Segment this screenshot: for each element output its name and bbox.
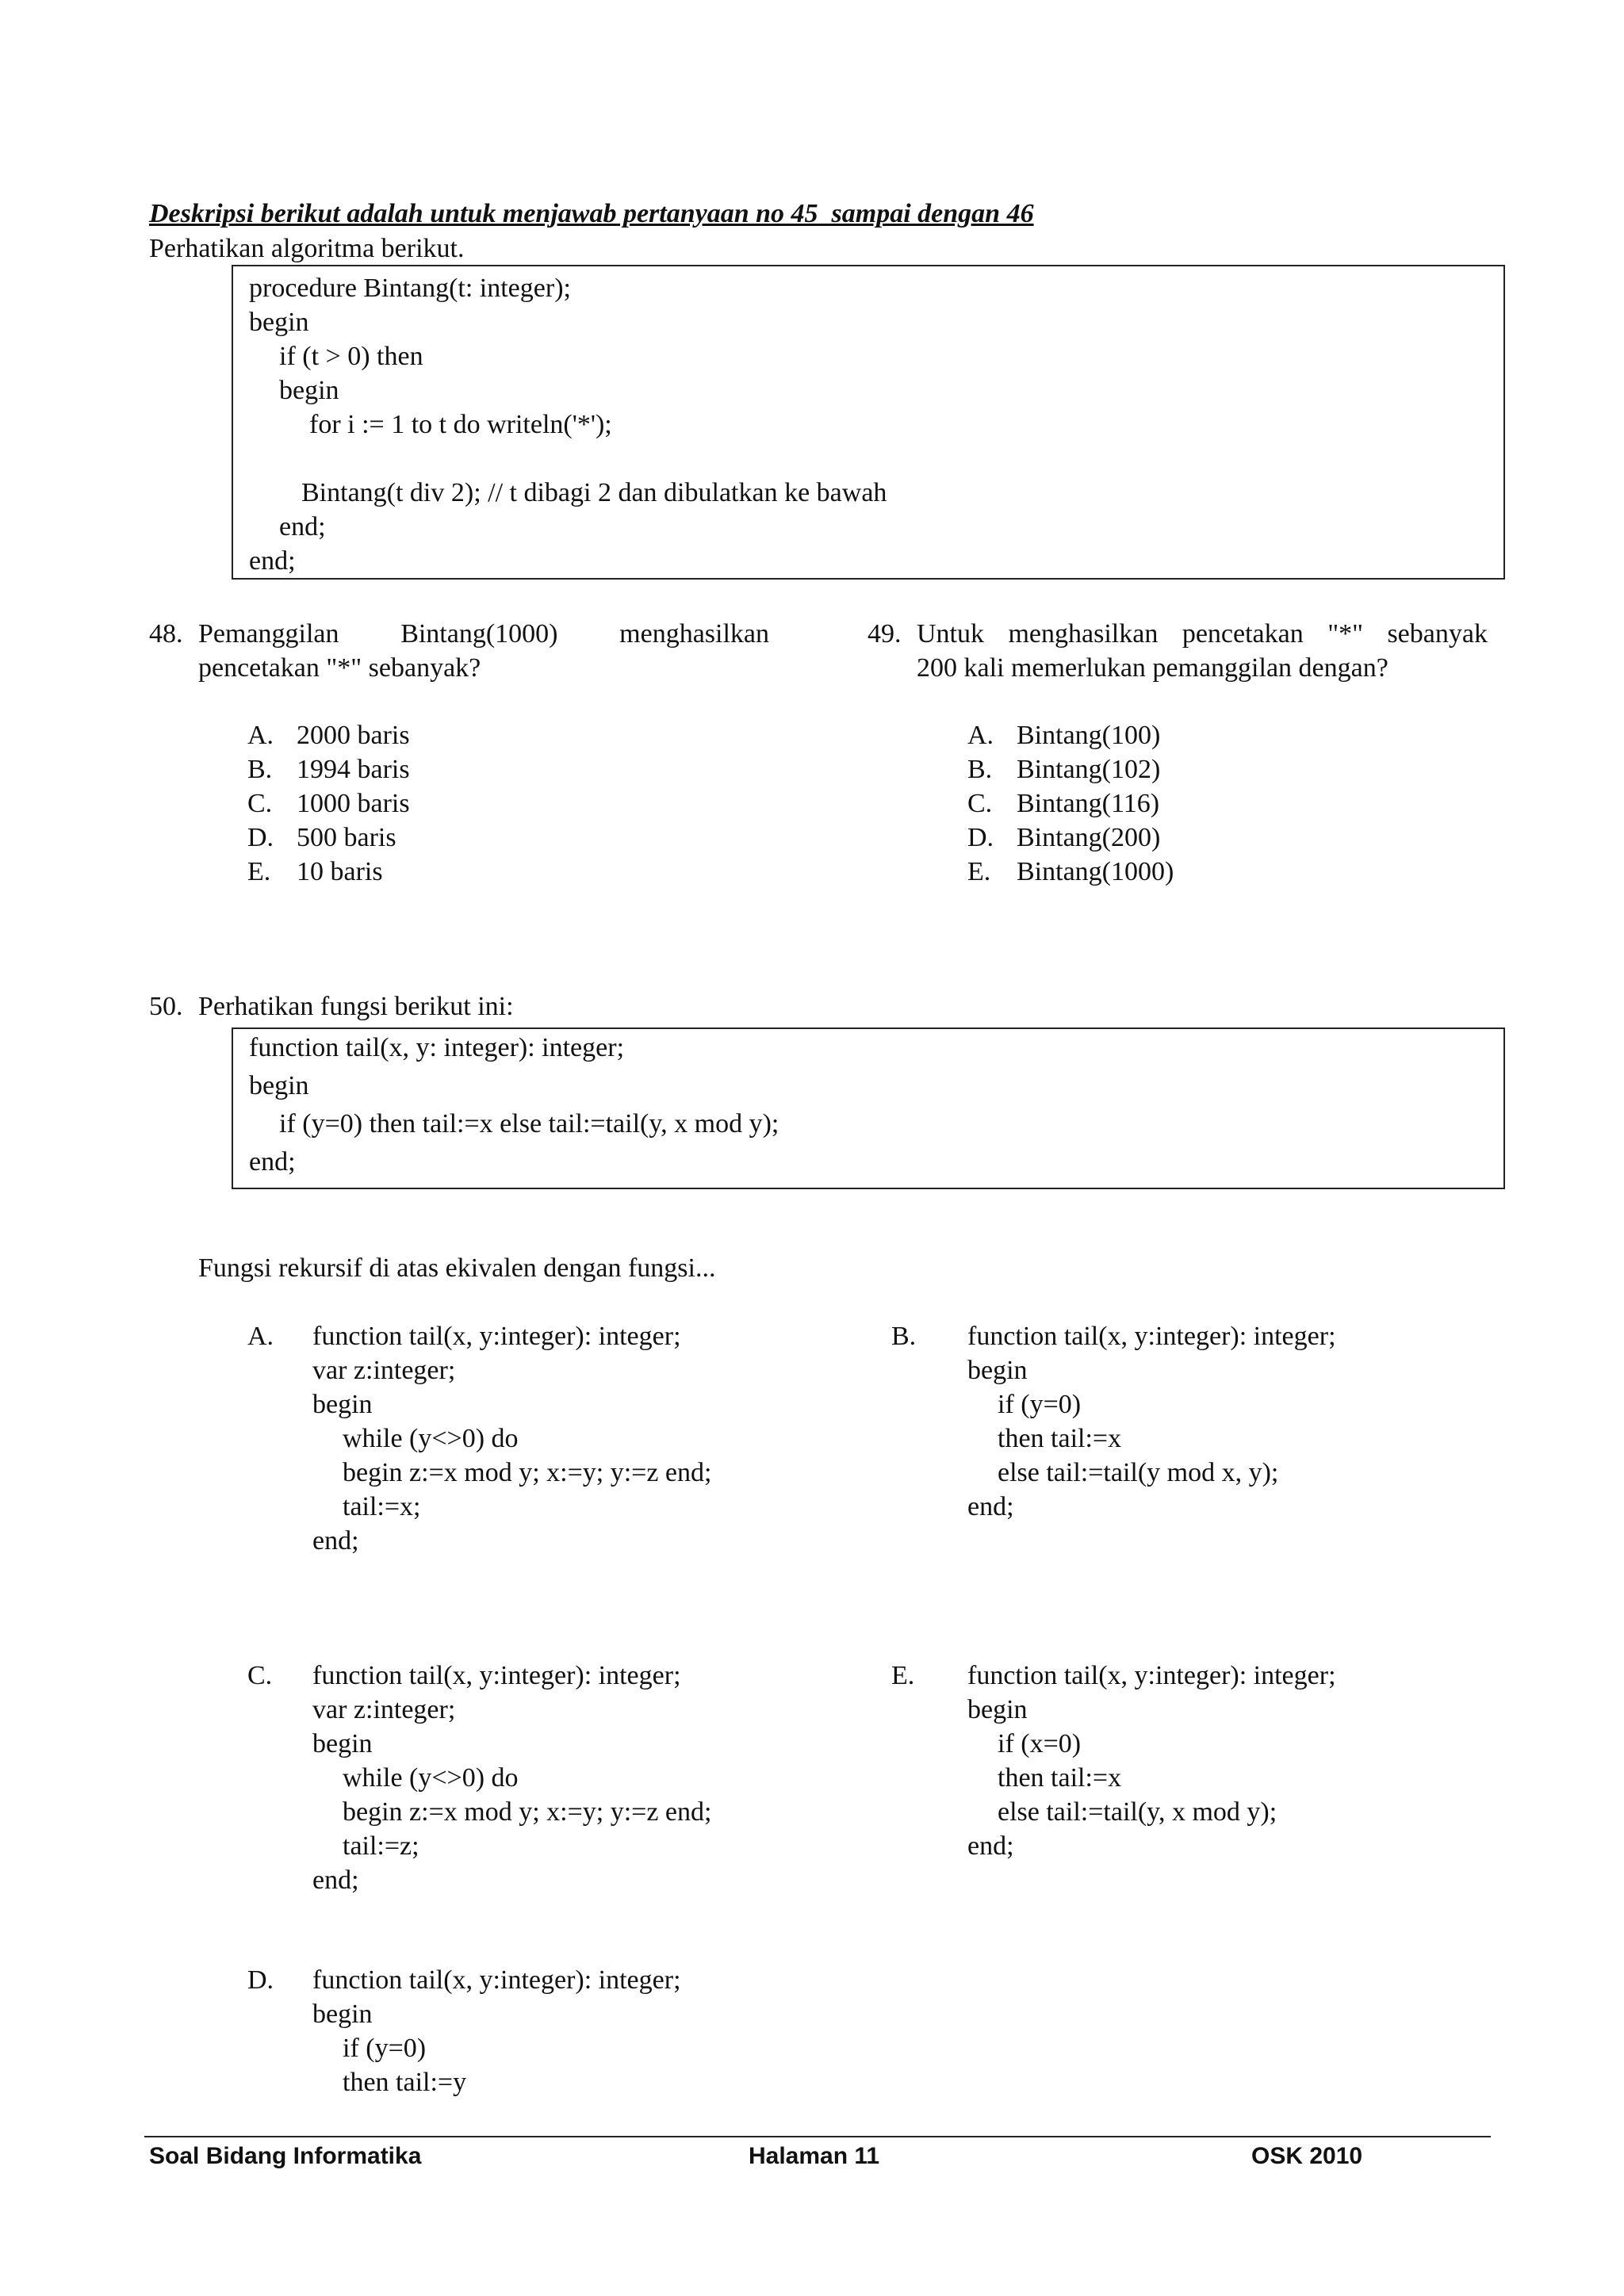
option-letter: E. xyxy=(247,857,271,886)
q49-word: pencetakan xyxy=(1182,619,1304,649)
q49-word: menghasilkan xyxy=(1008,619,1159,649)
q49-word: Untuk xyxy=(917,619,984,649)
code-line: if (x=0) xyxy=(998,1729,1082,1758)
code-line: end; xyxy=(967,1492,1014,1521)
code-line: for i := 1 to t do writeln('*'); xyxy=(309,410,612,439)
option-text: 1994 baris xyxy=(297,755,410,784)
code-line: Bintang(t div 2); // t dibagi 2 dan dibulatkan ke bawah xyxy=(301,478,887,507)
code-line: begin xyxy=(967,1695,1028,1724)
option-letter: B. xyxy=(891,1322,917,1351)
q50-prompt: Perhatikan fungsi berikut ini: xyxy=(198,992,514,1021)
option-text: 10 baris xyxy=(297,857,383,886)
option-letter: B. xyxy=(967,755,993,784)
section-heading: Deskripsi berikut adalah untuk menjawab pertanyaan no 45 sampai dengan 46 xyxy=(149,199,1034,228)
code-line: begin xyxy=(312,1390,373,1419)
option-text: 1000 baris xyxy=(297,789,410,818)
q48-word: Bintang(1000) xyxy=(400,619,558,649)
footer-right: OSK 2010 xyxy=(1251,2143,1363,2169)
code-line: begin xyxy=(249,308,309,337)
footer-divider xyxy=(144,2136,1491,2137)
option-letter: D. xyxy=(247,1965,274,1995)
option-text: Bintang(116) xyxy=(1017,789,1160,818)
code-line: while (y<>0) do xyxy=(343,1763,519,1793)
footer-page-number: Halaman 11 xyxy=(749,2143,880,2169)
option-letter: C. xyxy=(247,789,273,818)
code-line: begin xyxy=(967,1356,1028,1385)
code-line: function tail(x, y:integer): integer; xyxy=(312,1322,681,1351)
option-text: Bintang(100) xyxy=(1017,721,1161,750)
q49-line1 xyxy=(917,617,1488,651)
q49-number: 49. xyxy=(868,619,902,649)
option-letter: A. xyxy=(967,721,994,750)
code-line: end; xyxy=(967,1831,1014,1861)
q49-word: "*" xyxy=(1327,619,1363,649)
code-line: then tail:=y xyxy=(343,2068,467,2097)
footer-left: Soal Bidang Informatika xyxy=(149,2143,422,2169)
option-text: Bintang(200) xyxy=(1017,823,1161,852)
option-text: 500 baris xyxy=(297,823,396,852)
code-line: begin z:=x mod y; x:=y; y:=z end; xyxy=(343,1458,712,1487)
q49-line2: 200 kali memerlukan pemanggilan dengan? xyxy=(917,653,1388,683)
q48-word: menghasilkan xyxy=(619,619,769,649)
option-text: Bintang(1000) xyxy=(1017,857,1174,886)
code-line: begin xyxy=(312,1729,373,1758)
q50-question: Fungsi rekursif di atas ekivalen dengan fungsi... xyxy=(198,1253,716,1283)
code-line: begin xyxy=(249,1071,309,1100)
code-line: tail:=z; xyxy=(343,1831,419,1861)
code-line: function tail(x, y: integer): integer; xyxy=(249,1033,625,1062)
code-line: then tail:=x xyxy=(998,1763,1122,1793)
code-line: end; xyxy=(249,1147,296,1177)
code-line: while (y<>0) do xyxy=(343,1424,519,1453)
option-letter: E. xyxy=(891,1661,915,1690)
option-letter: E. xyxy=(967,857,991,886)
code-line: function tail(x, y:integer): integer; xyxy=(967,1322,1336,1351)
code-line: procedure Bintang(t: integer); xyxy=(249,274,571,303)
code-line: function tail(x, y:integer): integer; xyxy=(967,1661,1336,1690)
code-line: function tail(x, y:integer): integer; xyxy=(312,1661,681,1690)
q48-word: Pemanggilan xyxy=(198,619,339,649)
code-line: if (y=0) then tail:=x else tail:=tail(y, x mod y); xyxy=(279,1109,779,1138)
option-letter: A. xyxy=(247,721,274,750)
code-line: end; xyxy=(312,1526,359,1556)
code-line: begin z:=x mod y; x:=y; y:=z end; xyxy=(343,1797,712,1827)
code-line: end; xyxy=(249,546,296,576)
code-box-tail xyxy=(232,1027,1505,1189)
q49-word: sebanyak xyxy=(1387,619,1488,649)
code-box-bintang xyxy=(232,265,1505,580)
intro-text: Perhatikan algoritma berikut. xyxy=(149,234,465,263)
option-letter: C. xyxy=(247,1661,273,1690)
code-line: var z:integer; xyxy=(312,1356,456,1385)
option-letter: D. xyxy=(967,823,994,852)
code-line: begin xyxy=(279,376,339,405)
q48-number: 48. xyxy=(149,619,183,649)
option-letter: A. xyxy=(247,1322,274,1351)
q48-line2: pencetakan "*" sebanyak? xyxy=(198,653,481,683)
code-line: if (t > 0) then xyxy=(279,342,423,371)
code-line: begin xyxy=(312,1999,373,2029)
option-text: 2000 baris xyxy=(297,721,410,750)
code-line: tail:=x; xyxy=(343,1492,421,1521)
code-line: then tail:=x xyxy=(998,1424,1122,1453)
code-line: else tail:=tail(y, x mod y); xyxy=(998,1797,1277,1827)
q50-number: 50. xyxy=(149,992,183,1021)
q48-line1 xyxy=(198,617,769,651)
code-line: var z:integer; xyxy=(312,1695,456,1724)
option-text: Bintang(102) xyxy=(1017,755,1161,784)
option-letter: B. xyxy=(247,755,273,784)
code-line: if (y=0) xyxy=(998,1390,1082,1419)
option-letter: D. xyxy=(247,823,274,852)
option-letter: C. xyxy=(967,789,993,818)
code-line: end; xyxy=(312,1866,359,1895)
code-line: if (y=0) xyxy=(343,2034,427,2063)
code-line: else tail:=tail(y mod x, y); xyxy=(998,1458,1279,1487)
code-line: end; xyxy=(279,512,326,541)
code-line: function tail(x, y:integer): integer; xyxy=(312,1965,681,1995)
